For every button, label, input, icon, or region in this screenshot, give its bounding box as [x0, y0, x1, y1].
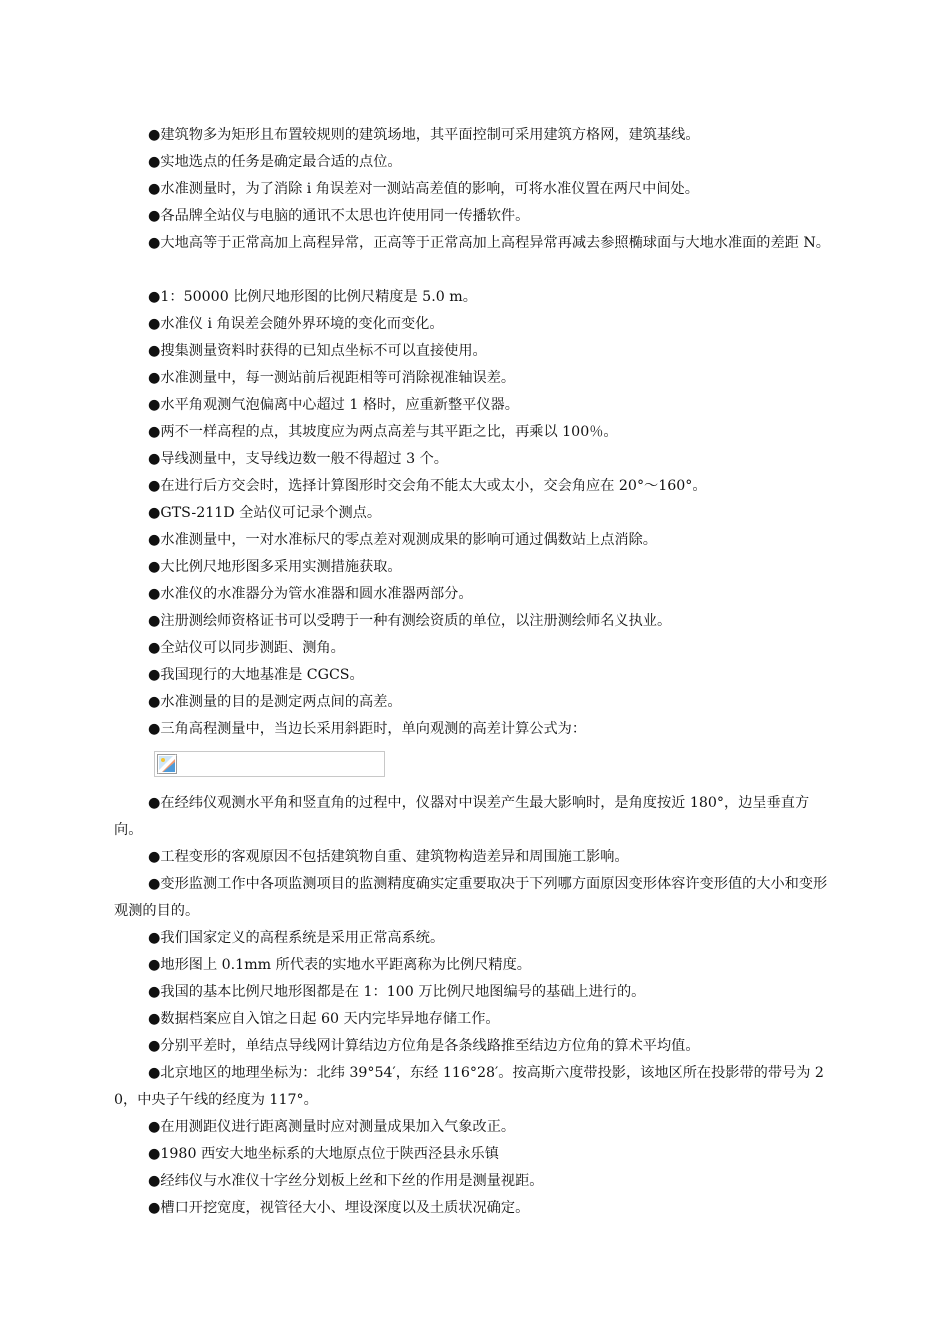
paragraph: ●水准测量中，每一测站前后视距相等可消除视准轴误差。 — [148, 370, 516, 386]
formula-image-placeholder — [154, 751, 385, 777]
paragraph: ●在经纬仪观测水平角和竖直角的过程中，仪器对中误差产生最大影响时，是角度按近 180°，边呈垂直方向。 — [114, 795, 810, 838]
paragraph: ●注册测绘师资格证书可以受聘于一种有测绘资质的单位，以注册测绘师名义执业。 — [148, 613, 672, 629]
paragraph: ●我国现行的大地基准是 CGCS。 — [148, 667, 364, 683]
paragraph: ●在用测距仪进行距离测量时应对测量成果加入气象改正。 — [148, 1119, 516, 1135]
paragraph: ●三角高程测量中，当边长采用斜距时，单向观测的高差计算公式为： — [148, 721, 587, 737]
paragraph: ●1：50000 比例尺地形图的比例尺精度是 5.0 m。 — [148, 289, 477, 305]
paragraph: ●在进行后方交会时，选择计算图形时交会角不能太大或太小，交会角应在 20°～160°。 — [148, 478, 707, 494]
paragraph: ●全站仪可以同步测距、测角。 — [148, 640, 345, 656]
broken-image-icon — [157, 754, 177, 774]
paragraph: ●工程变形的客观原因不包括建筑物自重、建筑物构造差异和周围施工影响。 — [148, 849, 629, 865]
paragraph: ●大比例尺地形图多采用实测措施获取。 — [148, 559, 402, 575]
paragraph: ●GTS-211D 全站仪可记录个测点。 — [148, 505, 382, 521]
paragraph: ●水平角观测气泡偏离中心超过 1 格时，应重新整平仪器。 — [148, 397, 519, 413]
paragraph: ●1980 西安大地坐标系的大地原点位于陕西泾县永乐镇 — [148, 1146, 499, 1162]
paragraph: ●两不一样高程的点，其坡度应为两点高差与其平距之比，再乘以 100％。 — [148, 424, 618, 440]
paragraph: ●变形监测工作中各项监测项目的监测精度确实定重要取决于下列哪方面原因变形体容许变形值的大小和变形观测的目的。 — [114, 876, 828, 919]
paragraph: ●水准测量时，为了消除 i 角误差对一测站高差值的影响，可将水准仪置在两尺中间处。 — [148, 181, 699, 197]
paragraph: ●实地选点的任务是确定最合适的点位。 — [148, 154, 402, 170]
paragraph: ●建筑物多为矩形且布置较规则的建筑场地，其平面控制可采用建筑方格网，建筑基线。 — [148, 127, 700, 143]
paragraph: ●槽口开挖宽度，视管径大小、埋设深度以及土质状况确定。 — [148, 1200, 530, 1216]
paragraph: ●各品牌全站仪与电脑的通讯不太思也许使用同一传播软件。 — [148, 208, 530, 224]
paragraph: ●我国的基本比例尺地形图都是在 1：100 万比例尺地图编号的基础上进行的。 — [148, 984, 646, 1000]
paragraph: ●我们国家定义的高程系统是采用正常高系统。 — [148, 930, 445, 946]
paragraph: ●经纬仪与水准仪十字丝分划板上丝和下丝的作用是测量视距。 — [148, 1173, 544, 1189]
paragraph: ●分别平差时，单结点导线网计算结边方位角是各条线路推至结边方位角的算术平均值。 — [148, 1038, 700, 1054]
paragraph: ●地形图上 0.1mm 所代表的实地水平距离称为比例尺精度。 — [148, 957, 531, 973]
paragraph: ●导线测量中，支导线边数一般不得超过 3 个。 — [148, 451, 448, 467]
paragraph: ●搜集测量资料时获得的已知点坐标不可以直接使用。 — [148, 343, 487, 359]
paragraph: ●水准测量的目的是测定两点间的高差。 — [148, 694, 402, 710]
paragraph: ●北京地区的地理坐标为：北纬 39°54′，东经 116°28′。按高斯六度带投影，该地区所在投影带的带号为 20，中央子午线的经度为 117°。 — [114, 1065, 824, 1108]
paragraph: ●水准仪的水准器分为管水准器和圆水准器两部分。 — [148, 586, 473, 602]
paragraph: ●大地高等于正常高加上高程异常，正高等于正常高加上高程异常再减去参照椭球面与大地水准面的差距 N。 — [148, 235, 830, 251]
paragraph: ●水准测量中，一对水准标尺的零点差对观测成果的影响可通过偶数站上点消除。 — [148, 532, 657, 548]
paragraph: ●水准仪 i 角误差会随外界环境的变化而变化。 — [148, 316, 444, 332]
paragraph: ●数据档案应自入馆之日起 60 天内完毕异地存储工作。 — [148, 1011, 500, 1027]
